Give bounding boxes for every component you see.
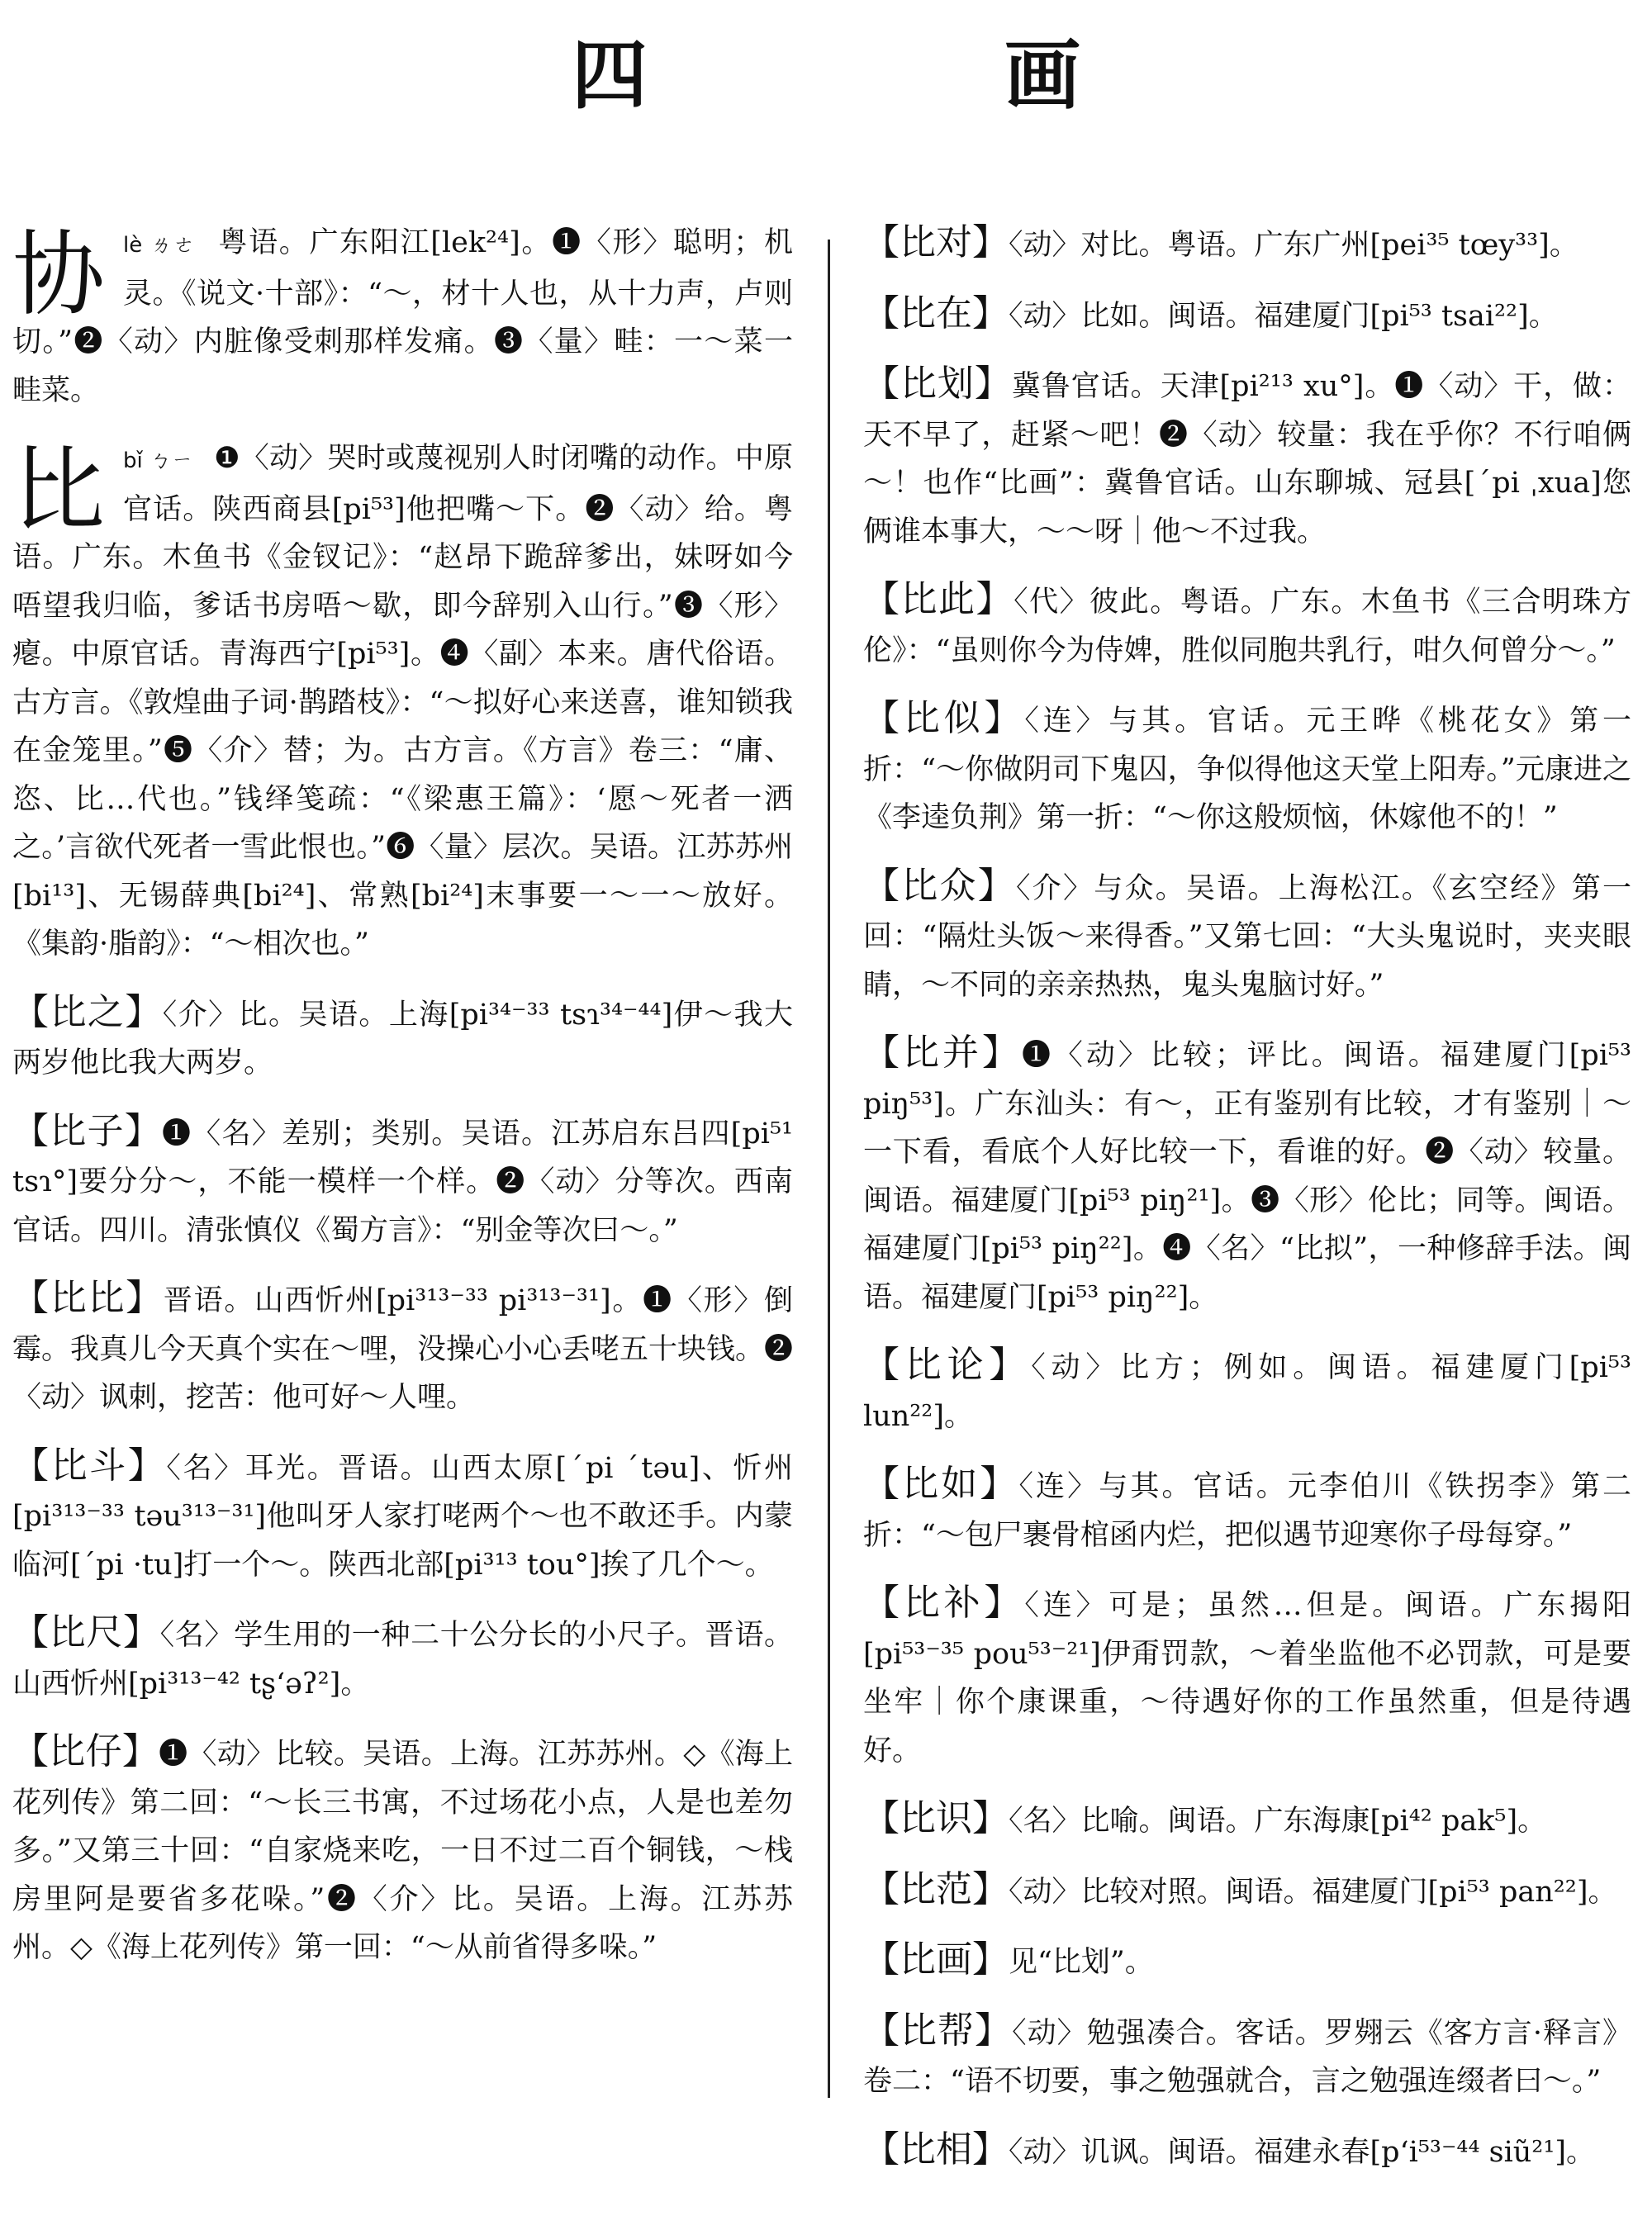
entry-definition: 〈动〉比如。闽语。福建厦门[pi⁵³ tsai²²]。 [1009, 299, 1558, 333]
entry-headword: 【比在】 [863, 292, 1009, 334]
entry-definition: 〈动〉讥讽。闽语。福建永春[pʻi⁵³⁻⁴⁴ siũ²¹]。 [1009, 2135, 1596, 2169]
entry-headword: 【比如】 [863, 1463, 1019, 1505]
column-divider [828, 240, 830, 2098]
word-entry [863, 2007, 1631, 2106]
entry-headword: 【比范】 [863, 1867, 1009, 1910]
char-entry-bi [12, 434, 793, 969]
entry-headword: 【比帮】 [863, 2009, 1013, 2052]
entry-definition: 〈名〉耳光。晋语。山西太原[ˊpi ˊtəu]、忻州[pi³¹³⁻³³ təu³¹³⁻³¹]他叫牙人家打咾两个～也不敢还手。内蒙临河[ˊpi ·tu]打一个～。陕西北部[pi³¹³ tou°]挨了几个～。 [12, 1451, 793, 1582]
entry-definition: 晋语。山西忻州[pi³¹³⁻³³ pi³¹³⁻³¹]。❶〈形〉倒霉。我真儿今天真个实在～哩，没操心小心丢咾五十块钱。❷〈动〉讽刺，挖苦：他可好～人哩。 [12, 1284, 794, 1414]
word-entry [863, 1460, 1631, 1559]
entry-headword: 【比划】 [863, 363, 1012, 405]
entry-headword: 【比对】 [863, 221, 1009, 263]
entry-definition: ❶〈动〉哭时或蔑视别人时闭嘴的动作。中原官话。陕西商县[pi⁵³]他把嘴～下。❷〈动〉给。粤语。广东。木鱼书《金钗记》：“赵昂下跪辞爹出，妹呀如今唔望我归临，爹话书房唔～歇，即今辞别入山行。”❸〈形〉瘪。中原官话。青海西宁[pi⁵³]。❹〈副〉本来。唐代俗语。古方言。《敦煌曲子词·鹊踏枝》：“～拟好心来送喜，谁知锁我在金笼里。”❺〈介〉替；为。古方言。《方言》卷三：“庸、恣、比…代也。”钱绎笺疏：“《梁惠王篇》：‘愿～死者一洒之。’言欲代死者一雪此恨也。”❻〈量〉层次。吴语。江苏苏州[bi¹³]、无锡薛典[bi²⁴]、常熟[bi²⁴]末事要一～一～放好。《集韵·脂韵》：“～相次也。” [12, 442, 793, 961]
entry-headword: 【比相】 [863, 2128, 1009, 2171]
word-entry [863, 1029, 1631, 1321]
entry-headword: 【比仔】 [12, 1730, 159, 1772]
entry-headword: 【比并】 [863, 1032, 1022, 1074]
word-entry [863, 1341, 1631, 1440]
entry-definition: 〈名〉比喻。闽语。广东海康[pi⁴² pak⁵]。 [1009, 1805, 1547, 1838]
entry-definition: ❶〈名〉差别；类别。吴语。江苏启东吕四[pi⁵¹ tsɿ°]要分分～，不能一模样一个样。❷〈动〉分等次。西南官话。四川。清张慎仪《蜀方言》：“别金等次曰～。” [12, 1117, 794, 1247]
word-entry [863, 360, 1631, 556]
entry-definition: ❶〈动〉比较。吴语。上海。江苏苏州。◇《海上花列传》第二回：“～长三书寓，不过场花小点，人是也差勿多。”又第三十回：“自家烧来吃，一日不过二百个铜钱，～栈房里阿是要省多花哚。”❷〈介〉比。吴语。上海。江苏苏州。◇《海上花列传》第一回：“～从前省得多哚。” [12, 1738, 794, 1964]
entry-headword: 【比众】 [863, 864, 1016, 907]
entry-definition: 〈介〉比。吴语。上海[pi³⁴⁻³³ tsɿ³⁴⁻⁴⁴]伊～我大两岁他比我大两岁。 [12, 998, 794, 1079]
entry-headword: 【比似】 [863, 697, 1025, 739]
entry-definition: 〈介〉与众。吴语。上海松江。《玄空经》第一回：“隔灶头饭～来得香。”又第七回：“大头鬼说时，夹夹眼睛，～不同的亲亲热热，鬼头鬼脑讨好。” [863, 871, 1631, 1002]
word-entry [863, 2126, 1631, 2177]
entry-definition: 〈动〉对比。粤语。广东广州[pei³⁵ tœy³³]。 [1009, 229, 1578, 262]
entry-headword: 【比斗】 [12, 1444, 167, 1487]
left-column [12, 219, 793, 1992]
word-entry [863, 1936, 1631, 1987]
entry-definition: 〈动〉比方；例如。闽语。福建厦门[pi⁵³ lun²²]。 [863, 1351, 1631, 1433]
word-entry [863, 576, 1631, 675]
page-title: 四 画 [571, 31, 1246, 120]
entry-definition: 〈动〉比较对照。闽语。福建厦门[pi⁵³ pan²²]。 [1009, 1875, 1617, 1909]
word-entry [12, 1609, 793, 1708]
word-entry [12, 1442, 793, 1590]
word-entry [12, 1274, 793, 1422]
word-entry [863, 1795, 1631, 1846]
word-entry [863, 862, 1631, 1010]
right-column [863, 219, 1631, 2196]
word-entry [863, 695, 1631, 842]
entry-headword: 【比画】 [863, 1938, 1009, 1981]
entry-definition: 〈代〉彼此。粤语。广东。木鱼书《三合明珠方伦》：“虽则你今为侍婢，胜似同胞共乳行，咁久何曾分～。” [863, 586, 1631, 667]
entry-definition: 粤语。广东阳江[lek²⁴]。❶〈形〉聪明；机灵。《说文·十部》：“～，材十人也，从十力声，卢则切。”❷〈动〉内脏像受刺那样发痛。❸〈量〉畦：一～菜一畦菜。 [12, 226, 793, 407]
char-entry-xie [12, 219, 793, 415]
entry-definition: 〈连〉可是；虽然…但是。闽语。广东揭阳[pi⁵³⁻³⁵ pou⁵³⁻²¹]伊甭罚款，～着坐监他不必罚款，可是要坐牢｜你个康课重，～待遇好你的工作虽然重，但是待遇好。 [863, 1589, 1632, 1767]
word-entry [12, 1728, 793, 1972]
entry-headword: 【比论】 [863, 1344, 1032, 1386]
word-entry [12, 989, 793, 1088]
entry-headword: 【比子】 [12, 1109, 162, 1152]
word-entry [863, 1579, 1631, 1775]
word-entry [12, 1108, 793, 1255]
entry-definition: 〈名〉学生用的一种二十公分长的小尺子。晋语。山西忻州[pi³¹³⁻⁴² tʂʻəʔ²]。 [12, 1619, 793, 1701]
entry-definition: 〈连〉与其。官话。元李伯川《铁拐李》第二折：“～包尸裹骨棺函内烂，把似遇节迎寒你子母每穿。” [863, 1470, 1631, 1552]
entry-headword: 【比尺】 [12, 1611, 160, 1654]
word-entry [863, 290, 1631, 341]
entry-pronunciation: bǐ ㄅㄧ [123, 448, 193, 473]
entry-headword: 【比识】 [863, 1797, 1009, 1839]
entry-headword: 【比补】 [863, 1582, 1025, 1624]
entry-definition: 见“比划”。 [1009, 1946, 1154, 1979]
entry-pronunciation: lè ㄌㄜ [123, 233, 197, 258]
entry-headword: 【比此】 [863, 578, 1014, 620]
entry-headword: 【比之】 [12, 990, 163, 1033]
word-entry [863, 219, 1631, 270]
entry-headword: 【比比】 [12, 1277, 164, 1319]
entry-definition: ❶〈动〉比较；评比。闽语。福建厦门[pi⁵³ piŋ⁵³]。广东汕头：有～，正有鉴别有比较，才有鉴别｜～一下看，看底个人好比较一下，看谁的好。❷〈动〉较量。闽语。福建厦门[pi⁵³ piŋ²¹]。❸〈形〉伦比；同等。闽语。福建厦门[pi⁵³ piŋ²²]。❹〈名〉“比拟”，一种修辞手法。闽语。福建厦门[pi⁵³ piŋ²²]。 [863, 1039, 1631, 1314]
entry-definition: 冀鲁官话。天津[pi²¹³ xu°]。❶〈动〉干，做：天不早了，赶紧～吧！❷〈动〉较量：我在乎你？不行咱俩～！也作“比画”：冀鲁官话。山东聊城、冠县[ˊpi ˌxua]您俩谁本事大，～～呀｜他～不过我。 [863, 370, 1631, 548]
word-entry [863, 1866, 1631, 1917]
entry-definition: 〈连〉与其。官话。元王晔《桃花女》第一折：“～你做阴司下鬼囚，争似得他这天堂上阳寿。”元康进之《李逵负荆》第一折：“～你这般烦恼，休嫁他不的！” [863, 705, 1632, 834]
entry-headchar: 比 [12, 437, 105, 544]
entry-headchar: 协 [12, 221, 105, 329]
entry-definition: 〈动〉勉强凑合。客话。罗翙云《客方言·释言》卷二：“语不切要，事之勉强就合，言之勉强连缀者曰～。” [863, 2016, 1631, 2098]
